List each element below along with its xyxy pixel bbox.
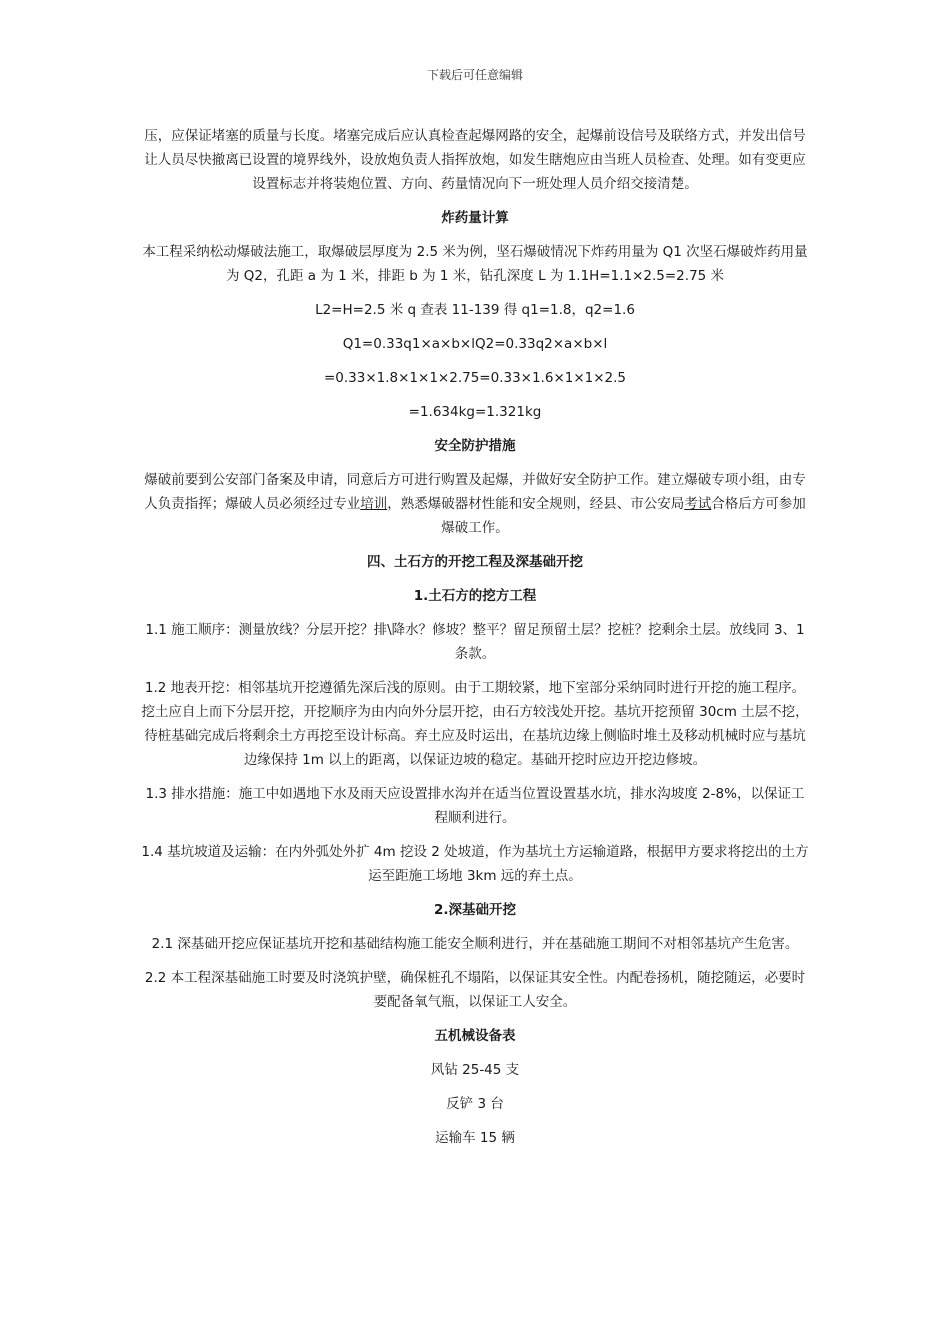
charge-formula-4: =1.634kg=1.321kg bbox=[408, 404, 542, 420]
section4-heading: 四、土石方的开挖工程及深基础开挖 bbox=[367, 554, 583, 570]
charge-formula-3: =0.33×1.8×1×1×2.75=0.33×1.6×1×1×2.5 bbox=[323, 370, 627, 386]
section4-sub2-heading: 2.深基础开挖 bbox=[433, 902, 517, 918]
section4-sub1-p3: 1.3 排水措施：施工中如遇地下水及雨天应设置排水沟并在适当位置设置基水坑，排水沟坡度 2-8%，以保证工程顺利进行。 bbox=[145, 786, 805, 826]
section4-sub1-p1: 1.1 施工顺序：测量放线？分层开挖？排\降水？修坡？整平？留足预留土层？挖桩？挖剩余土层。放线同 3、1 条款。 bbox=[145, 622, 805, 662]
equipment-item: 风钻 25-45 支 bbox=[430, 1062, 520, 1078]
section5-heading: 五机械设备表 bbox=[434, 1028, 516, 1044]
training-link[interactable]: 培训 bbox=[360, 496, 388, 512]
document-body bbox=[140, 124, 810, 1160]
safety-text-b: ，熟悉爆破器材性能和安全规则，经县、市公安局 bbox=[387, 496, 685, 512]
charge-calc-paragraph: 本工程采纳松动爆破法施工，取爆破层厚度为 2.5 米为例，坚石爆破情况下炸药用量为 Q1 次坚石爆破炸药用量为 Q2，孔距 a 为 1 米，排距 b 为 1 米，钻孔深度 L 为 1.1H=1.1×2.5=2.75 米 bbox=[142, 244, 808, 284]
equipment-item: 运输车 15 辆 bbox=[435, 1130, 515, 1146]
section4-sub2-p1: 2.1 深基础开挖应保证基坑开挖和基础结构施工能安全顺利进行，并在基础施工期间不对相邻基坑产生危害。 bbox=[151, 936, 799, 952]
page-header: 下载后可任意编辑 bbox=[426, 68, 523, 82]
section4-sub1-p2: 1.2 地表开挖：相邻基坑开挖遵循先深后浅的原则。由于工期较紧，地下室部分采纳同时进行开挖的施工程序。挖土应自上而下分层开挖，开挖顺序为由内向外分层开挖，由石方较浅处开挖。基坑开挖预留 30cm 土层不挖，待桩基础完成后将剩余土方再挖至设计标高。弃土应及时运出，在基坑边缘上侧临时堆土及移动机械时应与基坑边缘保持 1m 以上的距离，以保证边坡的稳定。基础开挖时应边开挖边修坡。 bbox=[141, 680, 809, 768]
charge-formula-1: L2=H=2.5 米 q 查表 11-139 得 q1=1.8，q2=1.6 bbox=[315, 302, 635, 318]
charge-calc-heading: 炸药量计算 bbox=[441, 210, 509, 226]
safety-paragraph bbox=[140, 468, 810, 540]
safety-text-a: 爆破前要到公安部门备案及申请，同意后方可进行购置及起爆，并做好安全防护工作。建立爆破专项小组，由专人负责指挥；爆破人员必须经过专业 bbox=[144, 472, 806, 512]
charge-formula-2: Q1=0.33q1×a×b×lQ2=0.33q2×a×b×l bbox=[342, 336, 608, 352]
section4-sub2-p2: 2.2 本工程深基础施工时要及时浇筑护壁，确保桩孔不塌陷，以保证其安全性。内配卷扬机，随挖随运，必要时要配备氧气瓶，以保证工人安全。 bbox=[144, 970, 806, 1010]
equipment-item: 反铲 3 台 bbox=[446, 1096, 504, 1112]
intro-paragraph: 压，应保证堵塞的质量与长度。堵塞完成后应认真检查起爆网路的安全，起爆前设信号及联络方式，并发出信号让人员尽快撤离已设置的境界线外，设放炮负责人指挥放炮，如发生瞎炮应由当班人员检查、处理。如有变更应设置标志并将装炮位置、方向、药量情况向下一班处理人员介绍交接清楚。 bbox=[144, 128, 806, 192]
safety-heading: 安全防护措施 bbox=[434, 438, 516, 454]
safety-text-c: 合格后方可参加爆破工作。 bbox=[441, 496, 806, 536]
section4-sub1-p4: 1.4 基坑坡道及运输：在内外弧处外扩 4m 挖设 2 处坡道，作为基坑土方运输道路，根据甲方要求将挖出的土方运至距施工场地 3km 远的弃土点。 bbox=[141, 844, 809, 884]
section4-sub1-heading: 1.土石方的挖方工程 bbox=[413, 588, 537, 604]
exam-link[interactable]: 考试 bbox=[684, 496, 712, 512]
